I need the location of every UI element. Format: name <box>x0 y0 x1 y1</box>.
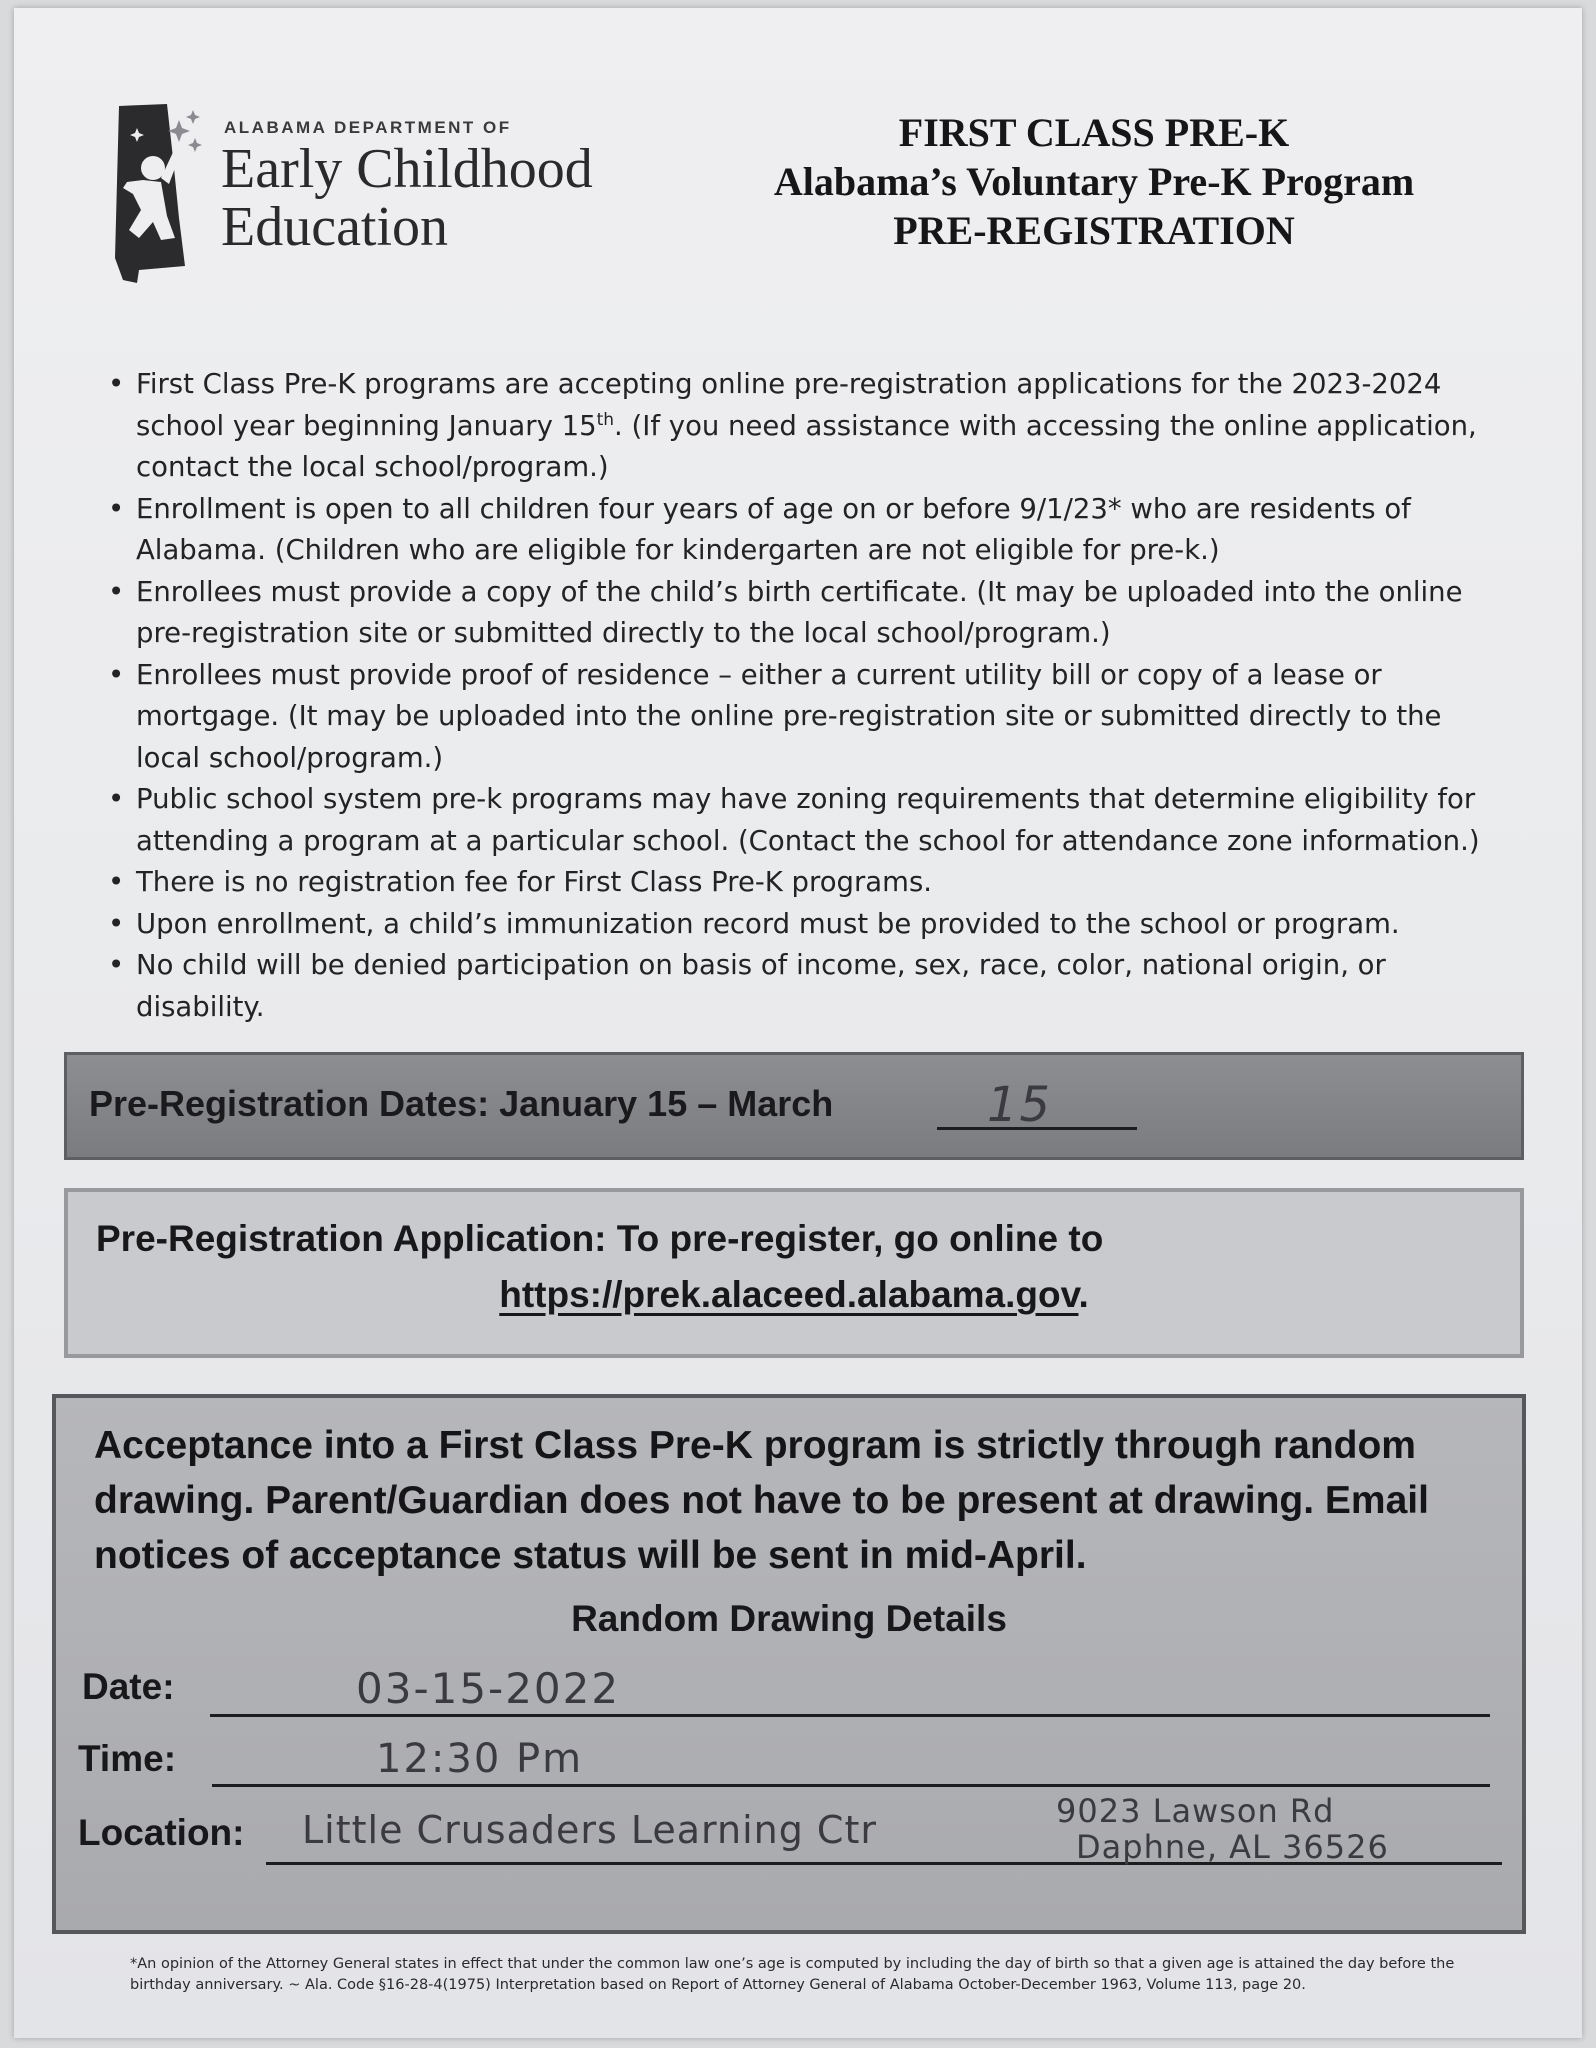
dept-name-line2: Education <box>221 196 449 258</box>
location-handwritten-value: Little Crusaders Learning Ctr <box>302 1808 877 1852</box>
pre-registration-application-box <box>64 1188 1524 1358</box>
list-item: • First Class Pre-K programs are accepting online pre-registration applications for the 2023-2024 school year beginning January 15th. (If you need assistance with accessing the online application, contact the local school/program.) <box>108 368 1477 483</box>
agency-logo <box>109 98 629 298</box>
time-line <box>212 1784 1490 1787</box>
pre-registration-dates-box <box>64 1052 1524 1160</box>
title-line1: FIRST CLASS PRE-K <box>898 110 1290 155</box>
info-bullet-list <box>102 364 1502 1028</box>
list-item: • Enrollment is open to all children four years of age on or before 9/1/23* who are residents of Alabama. (Children who are eligible for kindergarten are not eligible for pre-k.) <box>108 492 1411 566</box>
time-label: Time: <box>78 1738 177 1779</box>
list-item: • Upon enrollment, a child’s immunization record must be provided to the school or program. <box>108 907 1400 940</box>
page-title <box>714 108 1474 255</box>
acceptance-drawing-box <box>52 1394 1526 1934</box>
acceptance-line3: notices of acceptance status will be sent in mid-April. <box>94 1534 1087 1577</box>
acceptance-line1: Acceptance into a First Class Pre-K program is strictly through random <box>94 1424 1416 1467</box>
list-item: • There is no registration fee for First Class Pre-K programs. <box>108 866 933 898</box>
title-line2: Alabama’s Voluntary Pre-K Program <box>773 159 1415 204</box>
application-url-link[interactable]: https://prek.alaceed.alabama.gov <box>499 1274 1079 1315</box>
list-item: • Enrollees must provide a copy of the child’s birth certificate. (It may be uploaded into the online pre-registration site or submitted directly to the local school/program.) <box>108 575 1463 649</box>
attorney-general-footnote: *An opinion of the Attorney General states in effect that under the common law one’s age is computed by including the day of birth so that a given age is attained the day before the birthday anniversary. ~ Ala. Code §16-28-4(1975) Interpretation based on Report of Attorney General of Alabama October-December 1963, Volume 113, page 20. <box>130 1956 1455 1993</box>
address-line2-handwritten: Daphne, AL 36526 <box>1076 1828 1389 1866</box>
document-page <box>14 8 1582 2038</box>
date-handwritten-value: 03-15-2022 <box>356 1664 621 1713</box>
title-line3: PRE-REGISTRATION <box>893 208 1295 253</box>
dept-small-caption: ALABAMA DEPARTMENT OF <box>224 118 512 137</box>
list-item: • Public school system pre-k programs may have zoning requirements that determine eligibility for attending a program at a particular school. (Contact the school for attendance zone information.) <box>108 783 1480 857</box>
application-url-line <box>68 1274 1520 1316</box>
acceptance-line2: drawing. Parent/Guardian does not have to be present at drawing. Email <box>94 1479 1429 1522</box>
handwritten-end-day: 15 <box>987 1077 1053 1133</box>
acceptance-notice <box>94 1418 1524 1583</box>
address-line1-handwritten: 9023 Lawson Rd <box>1056 1792 1335 1830</box>
location-label: Location: <box>78 1812 245 1853</box>
alabama-child-logo-icon <box>109 98 209 283</box>
list-item: • No child will be denied participation on basis of income, sex, race, color, national origin, or disability. <box>108 949 1386 1023</box>
time-handwritten-value: 12:30 Pm <box>376 1736 584 1782</box>
list-item: • Enrollees must provide proof of residence – either a current utility bill or copy of a lease or mortgage. (It may be uploaded into the online pre-registration site or submitted directly to the local school/program.) <box>108 658 1442 774</box>
random-drawing-details-heading: Random Drawing Details <box>571 1598 1007 1639</box>
pre-registration-dates-label: Pre-Registration Dates: January 15 – March <box>89 1083 834 1124</box>
date-label: Date: <box>82 1666 175 1707</box>
dept-name <box>221 140 593 256</box>
date-line <box>210 1714 1490 1717</box>
url-period: . <box>1078 1274 1089 1315</box>
application-instructions: Pre-Registration Application: To pre-register, go online to <box>96 1218 1104 1259</box>
dept-name-line1: Early Childhood <box>221 138 593 200</box>
